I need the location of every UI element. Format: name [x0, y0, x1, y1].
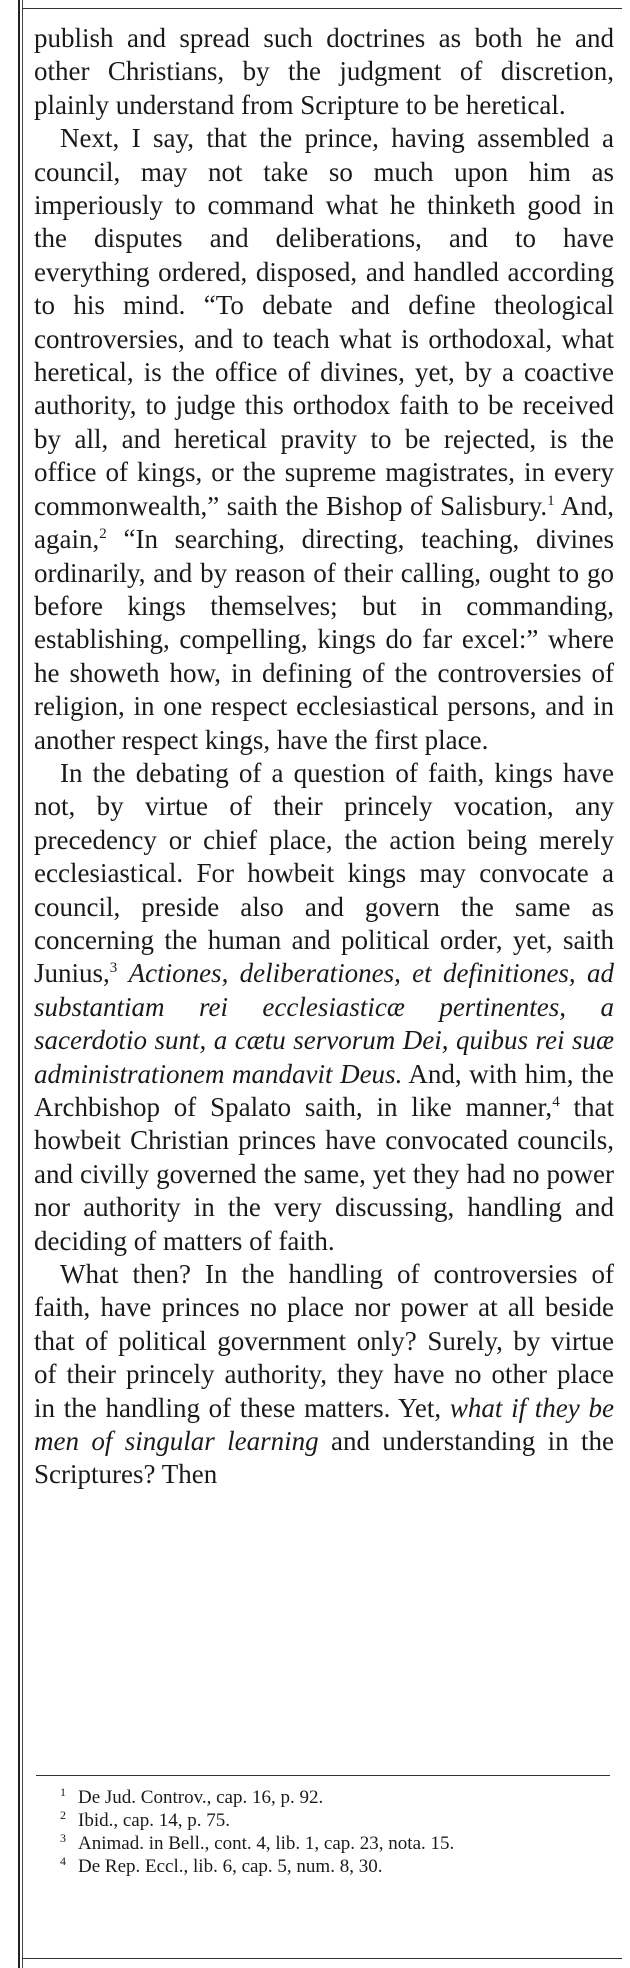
paragraph: [34, 757, 614, 1258]
footnote-text: De Rep. Eccl., lib. 6, cap. 5, num. 8, 30.: [78, 1856, 383, 1877]
text-run: publish and spread such doctrines as both he and other Christians, by the judgment of discretion, plainly understand from Scripture to be heretical.: [34, 23, 614, 120]
paragraph: [34, 122, 614, 757]
footnote-reference: 3: [109, 960, 118, 977]
footnote-text: De Jud. Controv., cap. 16, p. 92.: [78, 1787, 324, 1808]
paragraph: [34, 22, 614, 122]
footnote: 2 Ibid., cap. 14, p. 75.: [60, 1807, 230, 1831]
text-run: and understanding in the Scriptures? Then: [34, 1426, 614, 1490]
text-run: “In searching, directing, teaching, divines ordinarily, and by reason of their calling, ought to go before kings themselves; but in commanding, establishing, compelling, kings do far excel:” where he showeth how, in defining of the controversies of religion, in one respect ecclesiastical persons, and in another respect kings, have the first place.: [34, 524, 614, 755]
footnote-reference: 4: [552, 1094, 560, 1110]
text-run: And, again,: [34, 490, 614, 555]
text-run: In the debating of a question of faith, kings have not, by virtue of their princely vocation, any precedency or chief place, the action being merely ecclesiastical. For howbeit kings may convocate a council, preside also and govern the same as concerning the human and political order, yet, saith Junius,: [34, 757, 614, 989]
italic-text: Actiones, deliberationes, et definitiones, ad substantiam rei ecclesiasticæ pertinentes, a sacerdotio sunt, a cætu servorum Dei, quibus rei suæ administrationem mandavit Deus.: [34, 958, 614, 1089]
text-run: Next, I say, that the prince, having assembled a council, may not take so much upon him as imperiously to command what he thinketh good in the disputes and deliberations, and to have everything ordered, disposed, and handled according to his mind. “To debate and define theological controversies, and to teach what is orthodoxal, what heretical, is the office of divines, yet, by a coactive authority, to judge this orthodox faith to be received by all, and heretical pravity to be rejected, is the office of kings, or the supreme magistrates, in every commonwealth,” saith the Bishop of Salisbury.: [34, 123, 614, 521]
top-border-rule: [22, 8, 622, 9]
footnote: 3 Animad. in Bell., cont. 4, lib. 1, cap. 23, nota. 15.: [60, 1830, 455, 1854]
footnotes: [60, 1786, 610, 1878]
footnote-separator: [36, 1775, 610, 1776]
italic-text: what if they be men of singular learning: [34, 1392, 614, 1457]
footnote: 4 De Rep. Eccl., lib. 6, cap. 5, num. 8, 30.: [60, 1853, 383, 1877]
text-run: And, with him, the Archbishop of Spalato saith, in like manner,: [34, 1058, 615, 1122]
left-border-rule: [18, 0, 20, 1968]
paragraph: [34, 1258, 614, 1492]
footnote-reference: 2: [99, 526, 107, 543]
text-run: that howbeit Christian princes have convocated councils, and civilly governed the same, yet they had no power nor authority in the very discussing, handling and deciding of matters of faith.: [34, 1092, 614, 1256]
footnote-text: Ibid., cap. 14, p. 75.: [78, 1810, 230, 1831]
text-run: [117, 958, 128, 988]
text-run: What then? In the handling of controversies of faith, have princes no place nor power at all beside that of political government only? Surely, by virtue of their princely authority, they have no other place in the handling of these matters. Yet,: [34, 1259, 614, 1423]
left-border-rule-inner: [22, 0, 23, 1968]
footnote-reference: 1: [547, 492, 555, 509]
body-text: [34, 22, 614, 1492]
bottom-border-rule: [22, 1958, 622, 1959]
footnote: 1 De Jud. Controv., cap. 16, p. 92.: [60, 1784, 324, 1808]
footnote-text: Animad. in Bell., cont. 4, lib. 1, cap. 23, nota. 15.: [78, 1833, 455, 1854]
